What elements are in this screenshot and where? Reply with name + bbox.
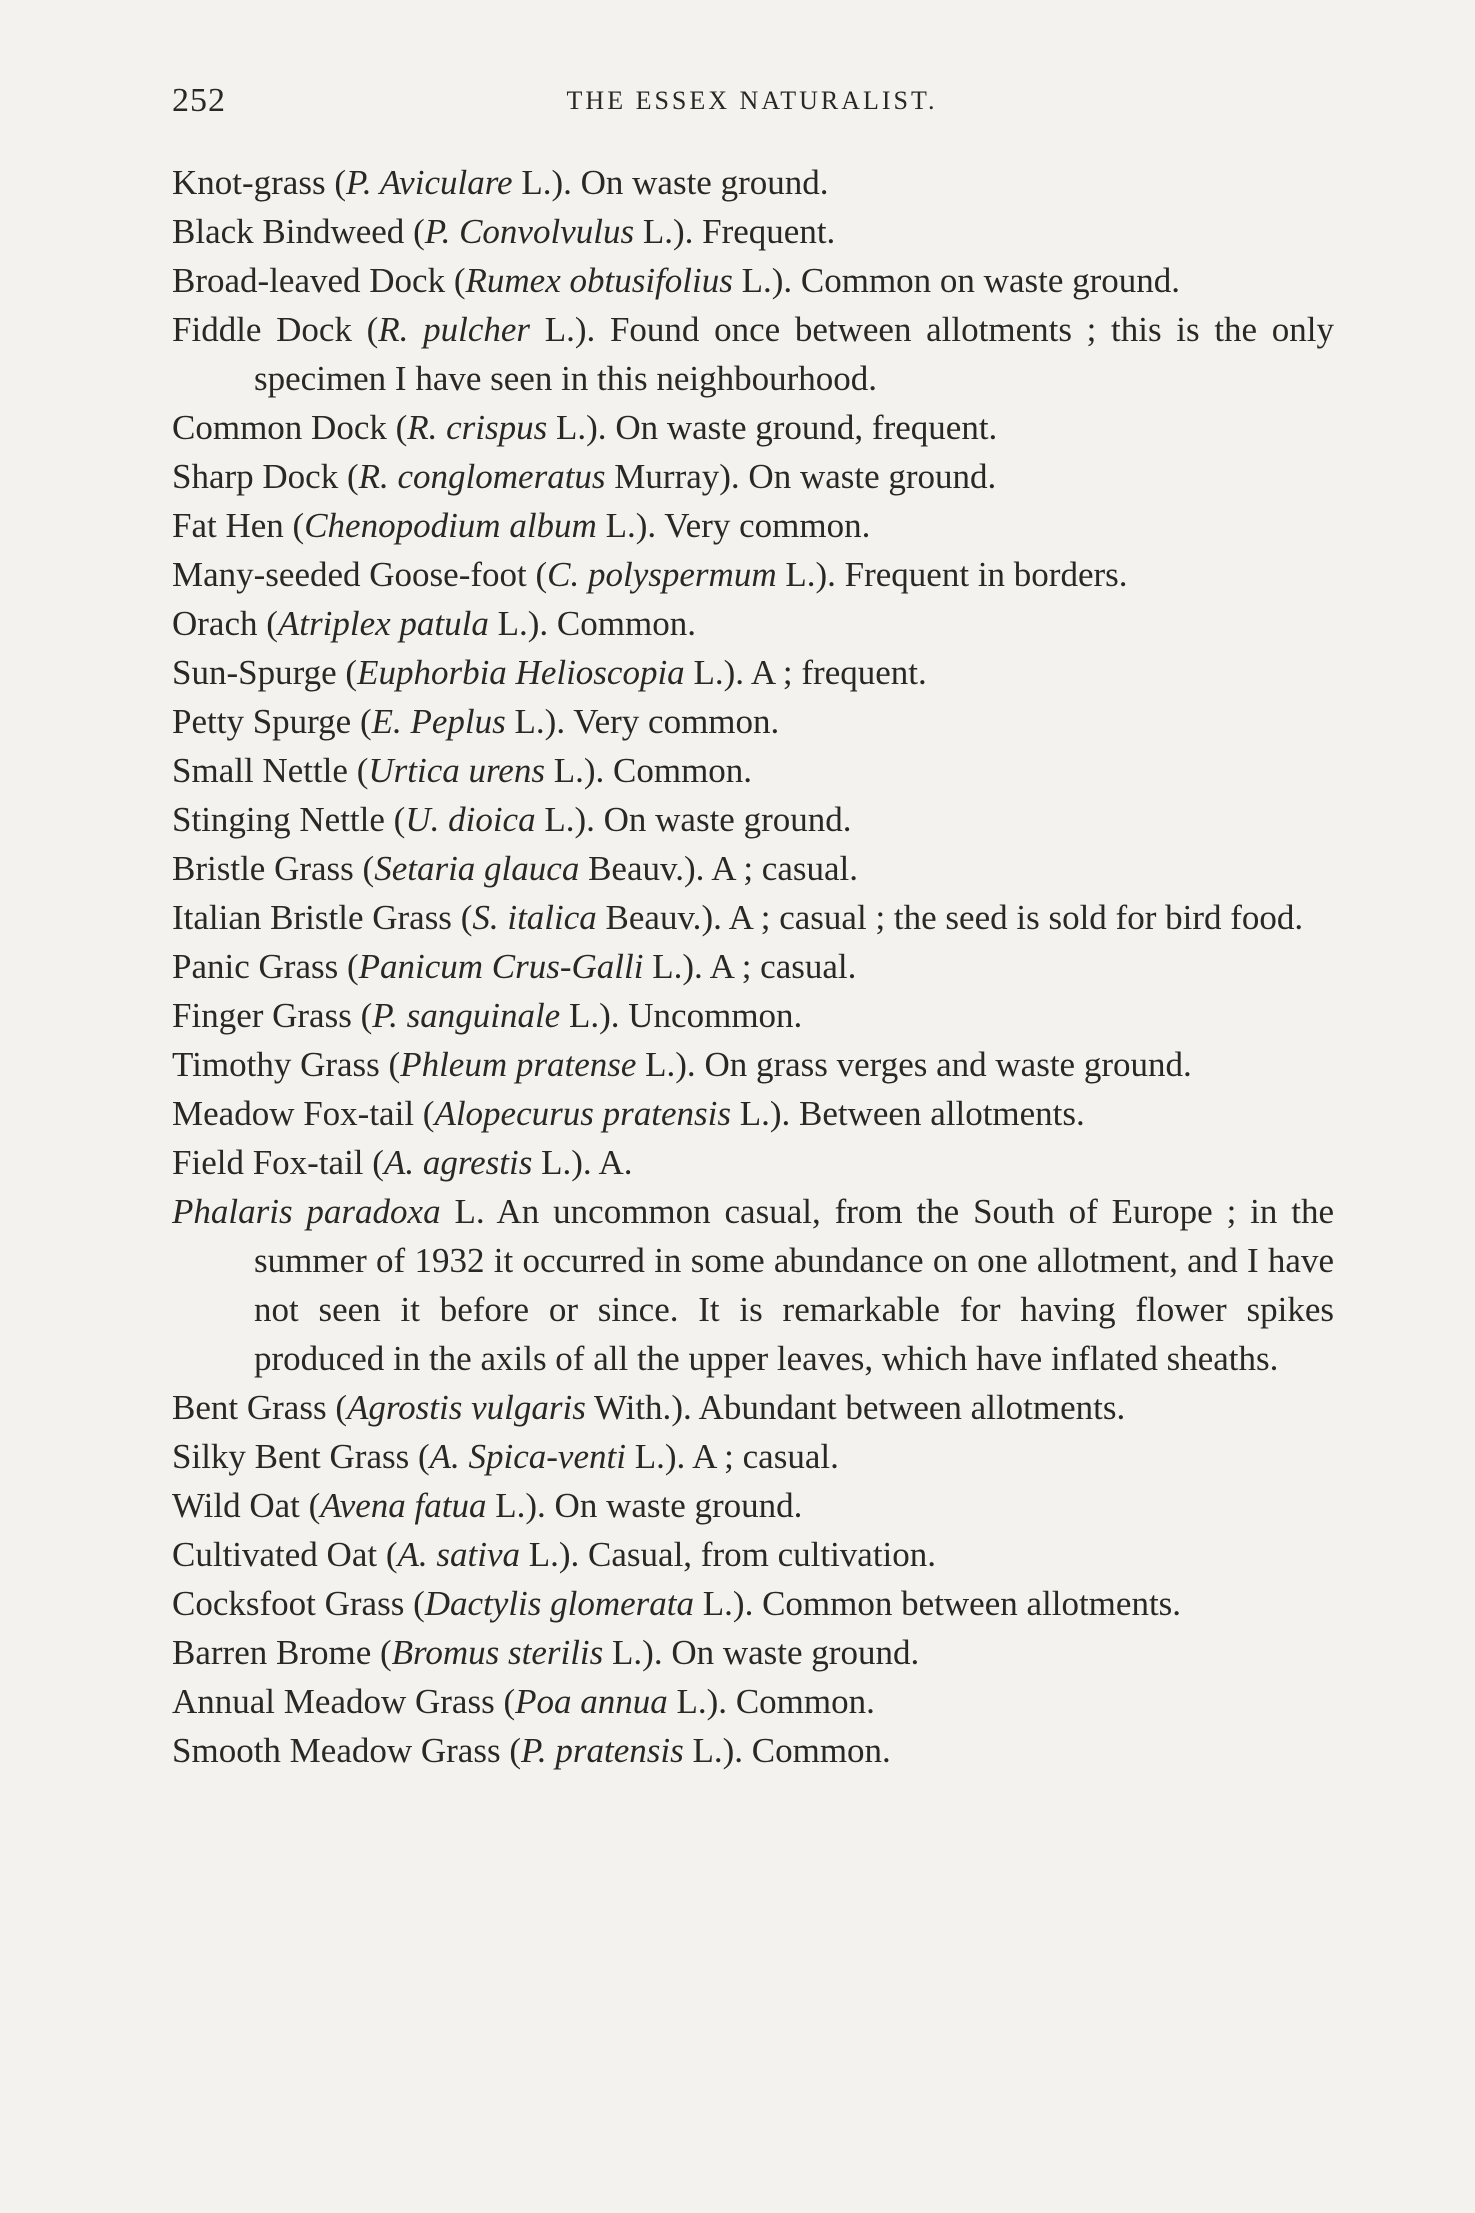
- common-name: Meadow Fox-tail: [172, 1094, 415, 1133]
- species-entry: Cocksfoot Grass (Dactylis glomerata L.). Common between allotments.: [172, 1584, 1182, 1623]
- common-name: Panic Grass: [172, 947, 339, 986]
- species-entry: Finger Grass (P. sanguinale L.). Uncommon.: [172, 996, 803, 1035]
- authority: L.: [702, 1584, 733, 1623]
- species-note: Common.: [735, 1682, 875, 1721]
- common-name: Orach: [172, 604, 258, 643]
- species-entry: Wild Oat (Avena fatua L.). On waste ground.: [172, 1486, 803, 1525]
- species-entry: Cultivated Oat (A. sativa L.). Casual, from cultivation.: [172, 1535, 937, 1574]
- scientific-name: A. agrestis: [383, 1143, 533, 1182]
- authority: L.: [645, 1045, 676, 1084]
- common-name: Cultivated Oat: [172, 1535, 378, 1574]
- species-entry: Fat Hen (Chenopodium album L.). Very common.: [172, 506, 871, 545]
- common-name: Fat Hen: [172, 506, 284, 545]
- common-name: Common Dock: [172, 408, 387, 447]
- authority: L.: [544, 800, 575, 839]
- authority: L.: [553, 751, 584, 790]
- species-note: Frequent.: [702, 212, 836, 251]
- common-name: Stinging Nettle: [172, 800, 385, 839]
- species-note: Between allotments.: [799, 1094, 1085, 1133]
- scientific-name: Phleum pratense: [400, 1045, 637, 1084]
- common-name: Sharp Dock: [172, 457, 339, 496]
- species-entry: Stinging Nettle (U. dioica L.). On waste ground.: [172, 800, 852, 839]
- authority: L.: [634, 1437, 665, 1476]
- common-name: Cocksfoot Grass: [172, 1584, 405, 1623]
- authority: Beauv.: [588, 849, 684, 888]
- authority: L.: [497, 604, 528, 643]
- species-entry: Timothy Grass (Phleum pratense L.). On grass verges and waste ground.: [172, 1045, 1192, 1084]
- running-head: [172, 82, 1332, 122]
- common-name: Barren Brome: [172, 1633, 372, 1672]
- common-name: Black Bindweed: [172, 212, 405, 251]
- species-entry: Bent Grass (Agrostis vulgaris With.). Abundant between allotments.: [172, 1388, 1126, 1427]
- authority: L.: [605, 506, 636, 545]
- species-note: A ; casual.: [711, 849, 858, 888]
- common-name: Silky Bent Grass: [172, 1437, 410, 1476]
- species-entry: Small Nettle (Urtica urens L.). Common.: [172, 751, 753, 790]
- common-name: Sun-Spurge: [172, 653, 337, 692]
- authority: L.: [652, 947, 683, 986]
- scientific-name: A. Spica-venti: [429, 1437, 626, 1476]
- species-note: A ; casual.: [709, 947, 857, 986]
- authority: L.: [514, 702, 545, 741]
- scientific-name: U. dioica: [405, 800, 536, 839]
- scientific-name: C. polyspermum: [547, 555, 777, 594]
- authority: With.: [593, 1388, 672, 1427]
- scientific-name: Atriplex patula: [277, 604, 489, 643]
- authority: L.: [544, 310, 575, 349]
- scientific-name: Urtica urens: [368, 751, 545, 790]
- species-note: On waste ground, frequent.: [615, 408, 998, 447]
- species-entry: Field Fox-tail (A. agrestis L.). A.: [172, 1143, 633, 1182]
- authority: Beauv.: [605, 898, 702, 937]
- species-entry: Italian Bristle Grass (S. italica Beauv.). A ; casual ; the seed is sold for bird food.: [172, 898, 1304, 937]
- species-entry: Many-seeded Goose-foot (C. polyspermum L.). Frequent in borders.: [172, 555, 1128, 594]
- species-entry: Bristle Grass (Setaria glauca Beauv.). A ; casual.: [172, 849, 858, 888]
- species-note: Common.: [556, 604, 696, 643]
- common-name: Timothy Grass: [172, 1045, 380, 1084]
- species-note: A ; casual.: [692, 1437, 839, 1476]
- scientific-name: Panicum Crus-Galli: [358, 947, 644, 986]
- authority: L.: [739, 1094, 770, 1133]
- common-name: Annual Meadow Grass: [172, 1682, 495, 1721]
- species-note: On waste ground.: [580, 163, 829, 202]
- scientific-name: Avena fatua: [320, 1486, 487, 1525]
- species-entry: Barren Brome (Bromus sterilis L.). On waste ground.: [172, 1633, 920, 1672]
- authority: L.: [642, 212, 673, 251]
- species-note: Abundant between allotments.: [698, 1388, 1126, 1427]
- common-name: Wild Oat: [172, 1486, 300, 1525]
- common-name: Bristle Grass: [172, 849, 354, 888]
- species-entry: Fiddle Dock (R. pulcher L.). Found once between allotments ; this is the only specimen I have seen in this neighbourhood.: [172, 310, 1335, 398]
- authority: L.: [676, 1682, 707, 1721]
- common-name: Petty Spurge: [172, 702, 352, 741]
- scientific-name: E. Peplus: [371, 702, 506, 741]
- species-note: On waste ground.: [554, 1486, 803, 1525]
- scientific-name: Agrostis vulgaris: [346, 1388, 586, 1427]
- species-list: [172, 158, 1334, 1775]
- species-entry: Knot-grass (P. Aviculare L.). On waste ground.: [172, 163, 829, 202]
- scientific-name: Phalaris paradoxa: [172, 1192, 441, 1231]
- species-note: Common between allotments.: [762, 1584, 1182, 1623]
- authority: L.: [693, 653, 724, 692]
- authority: L.: [454, 1192, 485, 1231]
- species-note: Very common.: [664, 506, 871, 545]
- authority: L.: [521, 163, 552, 202]
- authority: L.: [741, 261, 772, 300]
- page-number: 252: [172, 82, 226, 119]
- species-entry: Sun-Spurge (Euphorbia Helioscopia L.). A ; frequent.: [172, 653, 927, 692]
- species-note: Common.: [751, 1731, 891, 1770]
- common-name: Bent Grass: [172, 1388, 327, 1427]
- common-name: Small Nettle: [172, 751, 348, 790]
- scientific-name: R. crispus: [407, 408, 548, 447]
- species-note: Casual, from cultivation.: [588, 1535, 937, 1574]
- species-entry: Broad-leaved Dock (Rumex obtusifolius L.). Common on waste ground.: [172, 261, 1181, 300]
- species-entry: Panic Grass (Panicum Crus-Galli L.). A ; casual.: [172, 947, 857, 986]
- scientific-name: Setaria glauca: [374, 849, 580, 888]
- species-note: On waste ground.: [748, 457, 997, 496]
- common-name: Field Fox-tail: [172, 1143, 364, 1182]
- authority: L.: [692, 1731, 723, 1770]
- species-note: Common.: [613, 751, 753, 790]
- common-name: Broad-leaved Dock: [172, 261, 446, 300]
- scientific-name: P. Aviculare: [346, 163, 513, 202]
- scientific-name: Alopecurus pratensis: [434, 1094, 731, 1133]
- authority: Murray: [614, 457, 720, 496]
- species-entry: Annual Meadow Grass (Poa annua L.). Common.: [172, 1682, 875, 1721]
- species-note: A ; frequent.: [750, 653, 927, 692]
- species-entry: Orach (Atriplex patula L.). Common.: [172, 604, 696, 643]
- common-name: Finger Grass: [172, 996, 352, 1035]
- common-name: Italian Bristle Grass: [172, 898, 452, 937]
- species-note: A ; casual ; the seed is sold for bird food.: [728, 898, 1304, 937]
- species-note: Uncommon.: [628, 996, 803, 1035]
- authority: L.: [568, 996, 600, 1035]
- species-entry: Petty Spurge (E. Peplus L.). Very common.: [172, 702, 780, 741]
- authority: L.: [785, 555, 816, 594]
- species-entry: [172, 1187, 1334, 1383]
- scientific-name: Poa annua: [515, 1682, 668, 1721]
- authority: L.: [495, 1486, 526, 1525]
- species-note: On waste ground.: [603, 800, 852, 839]
- scientific-name: Rumex obtusifolius: [465, 261, 733, 300]
- species-note: Common on waste ground.: [800, 261, 1181, 300]
- species-note: On waste ground.: [671, 1633, 920, 1672]
- common-name: Knot-grass: [172, 163, 326, 202]
- scientific-name: Euphorbia Helioscopia: [357, 653, 685, 692]
- species-note: A.: [598, 1143, 633, 1182]
- species-entry: Sharp Dock (R. conglomeratus Murray). On waste ground.: [172, 457, 997, 496]
- scientific-name: R. conglomeratus: [358, 457, 606, 496]
- scientific-name: P. Convolvulus: [424, 212, 635, 251]
- scientific-name: Dactylis glomerata: [424, 1584, 695, 1623]
- authority: L.: [612, 1633, 643, 1672]
- species-note: Frequent in borders.: [844, 555, 1128, 594]
- scientific-name: A. sativa: [397, 1535, 520, 1574]
- species-entry: Smooth Meadow Grass (P. pratensis L.). Common.: [172, 1731, 891, 1770]
- authority: L.: [541, 1143, 572, 1182]
- scientific-name: S. italica: [472, 898, 597, 937]
- species-entry: Common Dock (R. crispus L.). On waste ground, frequent.: [172, 408, 998, 447]
- scientific-name: R. pulcher: [378, 310, 531, 349]
- common-name: Smooth Meadow Grass: [172, 1731, 501, 1770]
- species-note: Found once between allotments ; this is the only specimen I have seen in this neighbourhood.: [254, 310, 1335, 398]
- common-name: Many-seeded Goose-foot: [172, 555, 527, 594]
- scientific-name: P. sanguinale: [372, 996, 561, 1035]
- scientific-name: Bromus sterilis: [391, 1633, 604, 1672]
- species-note: Very common.: [573, 702, 780, 741]
- common-name: Fiddle Dock: [172, 310, 352, 349]
- species-entry: Black Bindweed (P. Convolvulus L.). Frequent.: [172, 212, 836, 251]
- species-entry: Silky Bent Grass (A. Spica-venti L.). A ; casual.: [172, 1437, 839, 1476]
- scientific-name: P. pratensis: [521, 1731, 684, 1770]
- species-note: On grass verges and waste ground.: [704, 1045, 1192, 1084]
- authority: L.: [556, 408, 587, 447]
- authority: L.: [528, 1535, 559, 1574]
- species-entry: Meadow Fox-tail (Alopecurus pratensis L.). Between allotments.: [172, 1094, 1085, 1133]
- scientific-name: Chenopodium album: [304, 506, 597, 545]
- journal-title: THE ESSEX NATURALIST.: [566, 86, 938, 115]
- species-note: An uncommon casual, from the South of Europe ; in the summer of 1932 it occurred in some abundance on one allotment, and I have not seen it before or since. It is remarkable for having flower spikes produced in the axils of all the upper leaves, which have inflated sheaths.: [254, 1192, 1334, 1378]
